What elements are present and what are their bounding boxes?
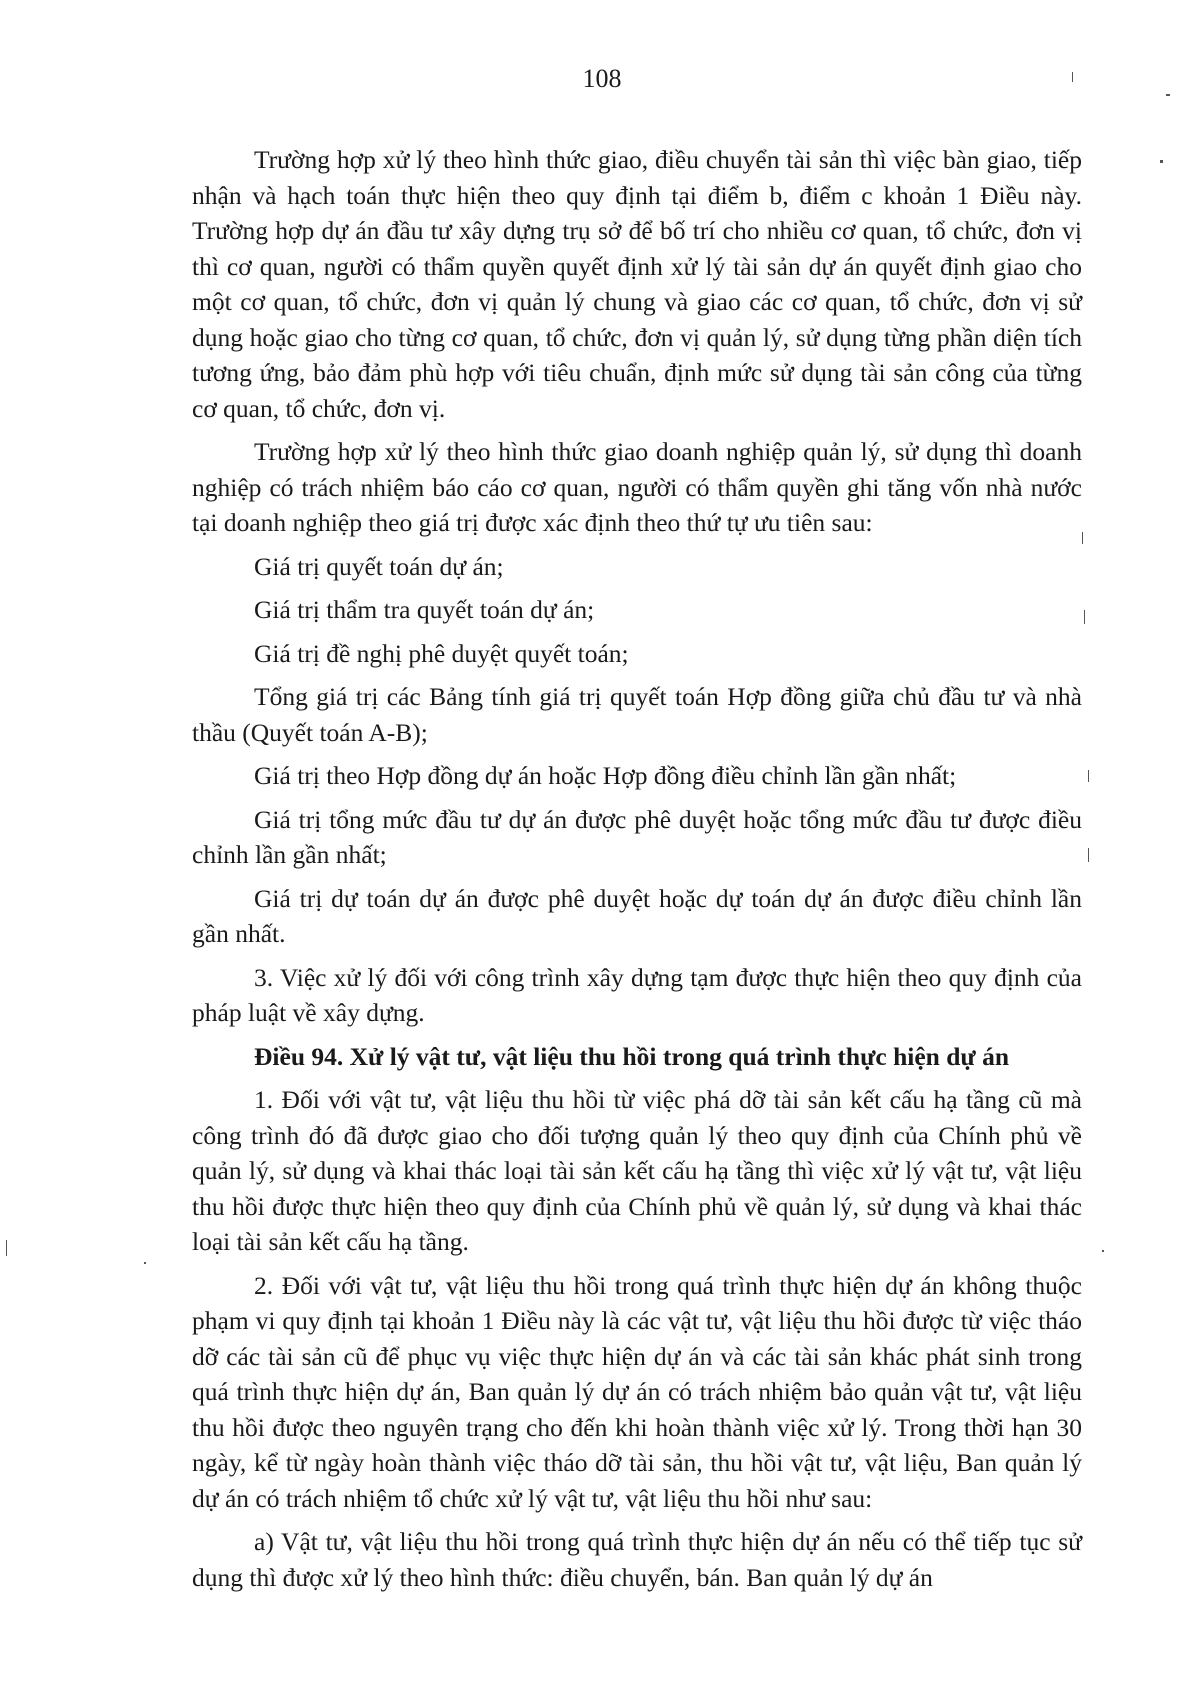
paragraph: 1. Đối với vật tư, vật liệu thu hồi từ việc phá dỡ tài sản kết cấu hạ tầng cũ mà công trình đó đã được giao cho đối tượng quản lý theo quy định của Chính phủ về quản lý, sử dụng và khai thác loại tài sản kết cấu hạ tầng thì việc xử lý vật tư, vật liệu thu hồi được thực hiện theo quy định của Chính phủ về quản lý, sử dụng và khai thác loại tài sản kết cấu hạ tầng.	[192, 1085, 1082, 1256]
scan-artifact	[1072, 72, 1073, 82]
scan-artifact	[1082, 532, 1083, 544]
scan-artifact	[1084, 610, 1085, 624]
paragraph: 3. Việc xử lý đối với công trình xây dựng tạm được thực hiện theo quy định của pháp luật về xây dựng.	[192, 962, 1082, 1027]
list-item: Giá trị thẩm tra quyết toán dự án;	[254, 595, 595, 624]
scan-artifact	[1088, 770, 1089, 782]
scan-artifact	[6, 1240, 7, 1256]
paragraph: a) Vật tư, vật liệu thu hồi trong quá trình thực hiện dự án nếu có thể tiếp tục sử dụng thì được xử lý theo hình thức: điều chuyển, bán. Ban quản lý dự án	[192, 1527, 1082, 1592]
list-item: Giá trị quyết toán dự án;	[254, 551, 504, 581]
list-item: Giá trị đề nghị phê duyệt quyết toán;	[254, 638, 629, 668]
paragraph: Trường hợp xử lý theo hình thức giao, điều chuyển tài sản thì việc bàn giao, tiếp nhận và hạch toán thực hiện theo quy định tại điểm b, điểm c khoản 1 Điều này. Trường hợp dự án đầu tư xây dựng trụ sở để bố trí cho nhiều cơ quan, tổ chức, đơn vị thì cơ quan, người có thẩm quyền quyết định xử lý tài sản dự án quyết định giao cho một cơ quan, tổ chức, đơn vị quản lý chung và giao các cơ quan, tổ chức, đơn vị sử dụng hoặc giao cho từng cơ quan, tổ chức, đơn vị quản lý, sử dụng từng phần diện tích tương ứng, bảo đảm phù hợp với tiêu chuẩn, định mức sử dụng tài sản công của từng cơ quan, tổ chức, đơn vị.	[192, 145, 1082, 423]
list-item: Giá trị tổng mức đầu tư dự án được phê duyệt hoặc tổng mức đầu tư được điều chỉnh lần gần nhất;	[192, 804, 1082, 869]
scan-artifact	[1160, 160, 1163, 163]
scan-artifact	[144, 1262, 146, 1264]
page-number: 108	[582, 64, 622, 93]
scan-artifact	[1088, 848, 1089, 862]
paragraph: 2. Đối với vật tư, vật liệu thu hồi trong quá trình thực hiện dự án không thuộc phạm vi quy định tại khoản 1 Điều này là các vật tư, vật liệu thu hồi được từ việc tháo dỡ các tài sản cũ để phục vụ việc thực hiện dự án và các tài sản khác phát sinh trong quá trình thực hiện dự án, Ban quản lý dự án có trách nhiệm bảo quản vật tư, vật liệu thu hồi được theo nguyên trạng cho đến khi hoàn thành việc xử lý. Trong thời hạn 30 ngày, kể từ ngày hoàn thành việc tháo dỡ tài sản, thu hồi vật tư, vật liệu, Ban quản lý dự án có trách nhiệm tổ chức xử lý vật tư, vật liệu thu hồi như sau:	[192, 1270, 1082, 1513]
document-body	[192, 142, 1082, 1603]
list-item: Giá trị theo Hợp đồng dự án hoặc Hợp đồng điều chỉnh lần gần nhất;	[254, 761, 957, 790]
article-heading: Điều 94. Xử lý vật tư, vật liệu thu hồi trong quá trình thực hiện dự án	[254, 1041, 1010, 1071]
scan-artifact	[1102, 1250, 1104, 1252]
paragraph: Trường hợp xử lý theo hình thức giao doanh nghiệp quản lý, sử dụng thì doanh nghiệp có trách nhiệm báo cáo cơ quan, người có thẩm quyền ghi tăng vốn nhà nước tại doanh nghiệp theo giá trị được xác định theo thứ tự ưu tiên sau:	[192, 437, 1082, 537]
scan-artifact	[1166, 94, 1170, 96]
list-item: Giá trị dự toán dự án được phê duyệt hoặc dự toán dự án được điều chỉnh lần gần nhất.	[192, 883, 1082, 948]
list-item: Tổng giá trị các Bảng tính giá trị quyết toán Hợp đồng giữa chủ đầu tư và nhà thầu (Quyết toán A-B);	[192, 682, 1082, 747]
